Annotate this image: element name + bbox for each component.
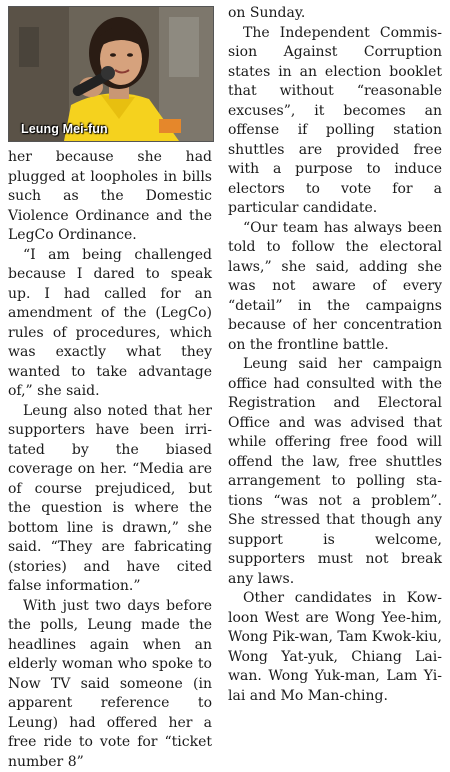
paragraph: Leung said her campaign office had consulted with the Registration and Electoral Office and was advised that while offering free food will offend the law, free shuttles arrangement to polling stations “was not a problem”. She stressed that though any support is welcome, supporters must not break any laws. [228,355,442,589]
article-column-left [8,148,212,772]
paragraph: on Sunday. [228,4,442,24]
paragraph: With just two days before the polls, Leung made the headlines again when an elderly woman who spoke to Now TV said someone (in apparent reference to Leung) had offered her a free ride to vote for “ticket number 8” [8,597,212,772]
photo-leung-mei-fun [8,6,214,142]
photo-caption: Leung Mei-fun [21,122,108,136]
paragraph: Other candidates in Kowloon West are Wong Yee-him, Wong Pik-wan, Tam Kwok-kiu, Wong Yat-yuk, Chiang Lai-wan. Wong Yuk-man, Lam Yi-lai and Mo Man-ching. [228,589,442,706]
paragraph: “I am being challenged because I dared to speak up. I had called for an amendment of the (LegCo) rules of procedures, which was exactly what they wanted to take advantage of,” she said. [8,246,212,402]
article-column-right [228,4,442,706]
portrait-illustration [9,7,213,141]
paragraph: “Our team has always been told to follow the electoral laws,” she said, adding she was not aware of every “detail” in the campaigns because of her concentration on the frontline battle. [228,219,442,356]
paragraph: The Independent Commission Against Corruption states in an election booklet that without “reasonable excuses”, it becomes an offense if polling station shuttles are provided free with a purpose to induce electors to vote for a particular candidate. [228,24,442,219]
paragraph: her because she had plugged at loopholes in bills such as the Domestic Violence Ordinance and the LegCo Ordinance. [8,148,212,246]
paragraph: Leung also noted that her supporters have been irritated by the biased coverage on her. “Media are of course prejudiced, but the question is where the bottom line is drawn,” she said. “They are fabricating (stories) and have cited false information.” [8,402,212,597]
